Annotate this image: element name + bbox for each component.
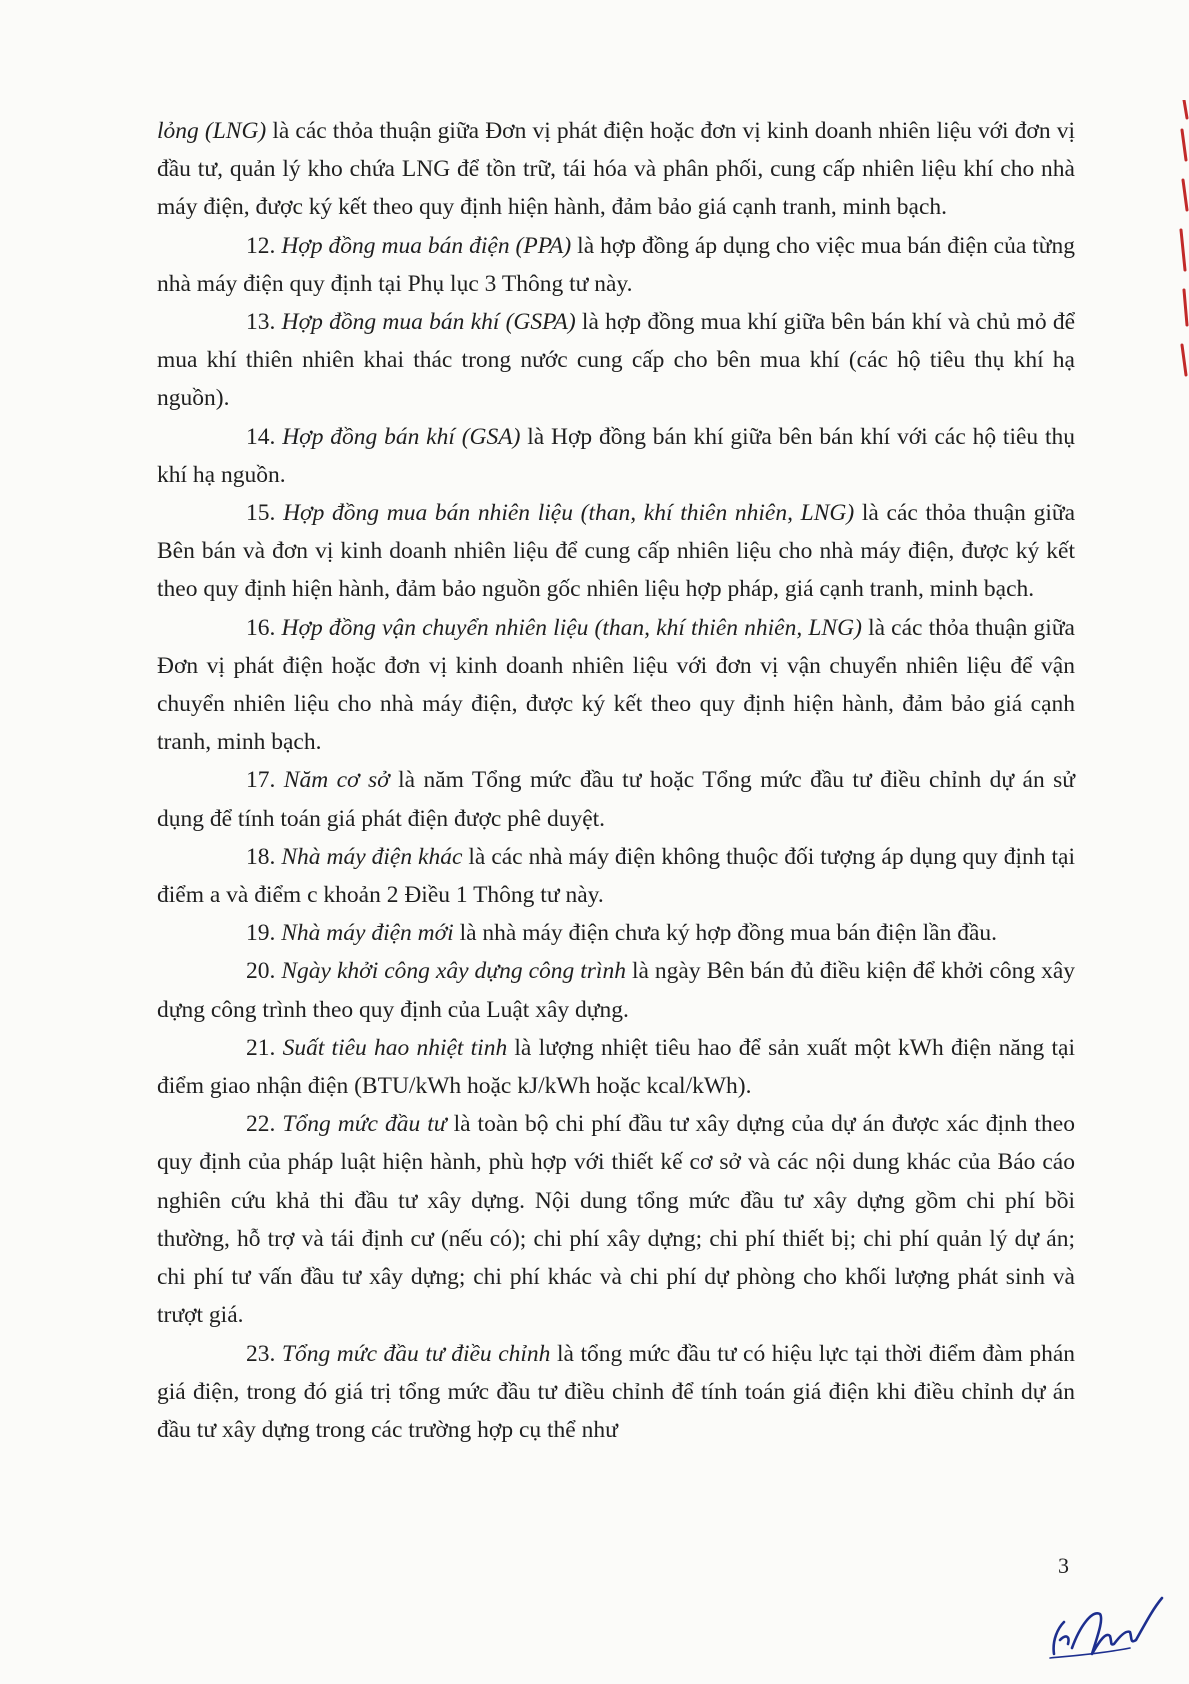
definition-number: 15. — [246, 500, 276, 527]
definition-number: 21. — [246, 1034, 276, 1061]
definition-term: Hợp đồng vận chuyển nhiên liệu (than, khí thiên nhiên, LNG) — [281, 614, 862, 641]
definition-term: Tổng mức đầu tư điều chỉnh — [281, 1340, 551, 1367]
definition-number: 18. — [246, 843, 276, 870]
definition-number: 13. — [246, 309, 276, 336]
definition-number: 20. — [246, 958, 276, 985]
definition-number: 23. — [246, 1340, 276, 1367]
definition-number: 22. — [246, 1111, 276, 1138]
definition-paragraph — [157, 952, 1075, 1028]
definition-text: là tổng mức đầu tư có hiệu lực tại thời điểm đàm phán giá điện, trong đó giá trị tổng mức đầu tư điều chỉnh để tính toán giá điện khi điều chỉnh dự án đầu tư xây dựng trong các trường hợp cụ thể như — [157, 1340, 1075, 1443]
definition-text: là hợp đồng áp dụng cho việc mua bán điện của từng nhà máy điện quy định tại Phụ lục 3 Thông tư này. — [157, 232, 1075, 297]
definition-term: Nhà máy điện khác — [281, 843, 463, 870]
definition-text: là ngày Bên bán đủ điều kiện để khởi công xây dựng công trình theo quy định của Luật xây dựng. — [157, 958, 1075, 1023]
definition-text: là Hợp đồng bán khí giữa bên bán khí với các hộ tiêu thụ khí hạ nguồn. — [157, 423, 1076, 488]
definition-paragraph — [157, 609, 1075, 762]
signature-icon — [1040, 1570, 1170, 1670]
definitions-list — [157, 227, 1075, 1450]
definition-paragraph — [157, 761, 1075, 837]
definition-term: Hợp đồng mua bán nhiên liệu (than, khí thiên nhiên, LNG) — [283, 500, 855, 527]
definition-term: Suất tiêu hao nhiệt tinh — [282, 1034, 508, 1061]
definition-paragraph — [157, 914, 1075, 952]
definition-text: là hợp đồng mua khí giữa bên bán khí và chủ mỏ để mua khí thiên nhiên khai thác trong nước cung cấp cho bên mua khí (các hộ tiêu thụ khí hạ nguồn). — [157, 309, 1076, 412]
definition-paragraph — [157, 1335, 1075, 1450]
definition-term: Ngày khởi công xây dựng công trình — [281, 958, 626, 985]
definition-text: là lượng nhiệt tiêu hao để sản xuất một kWh điện năng tại điểm giao nhận điện (BTU/kWh hoặc kJ/kWh hoặc kcal/kWh). — [157, 1034, 1075, 1100]
definition-term: Hợp đồng bán khí (GSA) — [282, 423, 521, 450]
definition-paragraph — [157, 1029, 1075, 1105]
definition-text: là các thỏa thuận giữa Bên bán và đơn vị kinh doanh nhiên liệu để cung cấp nhiên liệu cho nhà máy điện, được ký kết theo quy định hiện hành, đảm bảo nguồn gốc nhiên liệu hợp pháp, giá cạnh tranh, minh bạch. — [157, 500, 1076, 603]
definition-paragraph — [157, 494, 1075, 609]
definition-paragraph — [157, 303, 1075, 418]
definition-paragraph — [157, 838, 1075, 914]
definition-paragraph — [157, 227, 1075, 303]
definition-text: là các thỏa thuận giữa Đơn vị phát điện hoặc đơn vị kinh doanh nhiên liệu với đơn vị vận chuyển nhiên liệu để vận chuyển nhiên liệu cho nhà máy điện, được ký kết theo quy định hiện hành, đảm bảo giá cạnh tranh, minh bạch. — [157, 614, 1075, 756]
continuation-paragraph — [157, 112, 1075, 227]
definition-term: Hợp đồng mua bán khí (GSPA) — [281, 309, 576, 336]
page-number: 3 — [1058, 1553, 1069, 1578]
definition-term: Tổng mức đầu tư — [282, 1111, 447, 1138]
definition-text: là toàn bộ chi phí đầu tư xây dựng của dự án được xác định theo quy định của pháp luật hiện hành, phù hợp với thiết kế cơ sở và các nội dung khác của Báo cáo nghiên cứu khả thi đầu tư xây dựng. Nội dung tổng mức đầu tư xây dựng gồm chi phí bồi thường, hỗ trợ và tái định cư (nếu có); chi phí xây dựng; chi phí thiết bị; chi phí quản lý dự án; chi phí tư vấn đầu tư xây dựng; chi phí khác và chi phí dự phòng cho khối lượng phát sinh và trượt giá. — [157, 1111, 1075, 1329]
definition-number: 12. — [246, 232, 276, 259]
definition-number: 19. — [246, 920, 276, 947]
definition-text: là nhà máy điện chưa ký hợp đồng mua bán điện lần đầu. — [453, 920, 998, 947]
definition-paragraph — [157, 418, 1075, 494]
definition-term: lỏng (LNG) — [157, 118, 267, 144]
definition-number: 17. — [246, 767, 276, 794]
definitions-text — [157, 112, 1075, 1449]
definition-paragraph — [157, 1105, 1075, 1334]
definition-term: Nhà máy điện mới — [281, 920, 454, 947]
definition-text: là năm Tổng mức đầu tư hoặc Tổng mức đầu tư điều chỉnh dự án sử dụng để tính toán giá phát điện được phê duyệt. — [157, 767, 1075, 832]
definition-term: Hợp đồng mua bán điện (PPA) — [281, 232, 572, 259]
definition-text: là các thỏa thuận giữa Đơn vị phát điện hoặc đơn vị kinh doanh nhiên liệu với đơn vị đầu tư, quản lý kho chứa LNG để tồn trữ, tái hóa và phân phối, cung cấp nhiên liệu khí cho nhà máy điện, được ký kết theo quy định hiện hành, đảm bảo giá cạnh tranh, minh bạch. — [157, 118, 1075, 221]
definition-number: 14. — [246, 423, 276, 450]
definition-text: là các nhà máy điện không thuộc đối tượng áp dụng quy định tại điểm a và điểm c khoản 2 Điều 1 Thông tư này. — [157, 843, 1076, 909]
red-stamp-edge-icon — [1178, 100, 1189, 380]
definition-term: Năm cơ sở — [283, 767, 390, 794]
definition-number: 16. — [246, 614, 276, 641]
